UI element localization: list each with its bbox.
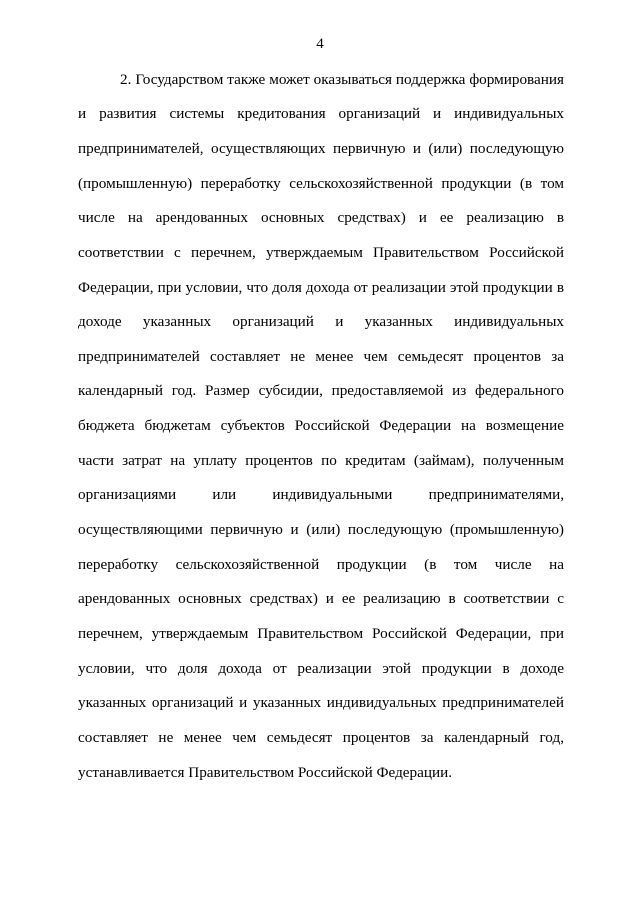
text-line: части затрат на уплату процентов по кредитам (займам), полученным (78, 452, 564, 469)
text-line: переработку сельскохозяйственной продукции (в том числе на (78, 556, 564, 573)
page-number: 4 (316, 36, 324, 52)
text-line: арендованных основных средствах) и ее реализацию в соответствии с (78, 590, 564, 607)
text-line: доходе указанных организаций и указанных индивидуальных (78, 313, 564, 330)
text-line: устанавливается Правительством Российской Федерации. (78, 764, 453, 781)
text-line: организациями или индивидуальными предпринимателями, (78, 486, 564, 503)
text-line: осуществляющими первичную и (или) последующую (промышленную) (78, 521, 564, 538)
text-line: (промышленную) переработку сельскохозяйственной продукции (в том (78, 175, 564, 192)
text-line: предпринимателей, осуществляющих первичную и (или) последующую (78, 140, 564, 157)
text-line: соответствии с перечнем, утверждаемым Правительством Российской (78, 244, 564, 261)
text-line: бюджета бюджетам субъектов Российской Федерации на возмещение (78, 417, 564, 434)
text-line: перечнем, утверждаемым Правительством Российской Федерации, при (78, 625, 564, 642)
text-line: календарный год. Размер субсидии, предоставляемой из федерального (78, 382, 564, 399)
text-line: 2. Государством также может оказываться поддержка формирования (120, 71, 564, 88)
text-line: и развития системы кредитования организаций и индивидуальных (78, 105, 564, 122)
text-line: указанных организаций и указанных индивидуальных предпринимателей (78, 694, 564, 711)
text-line: Федерации, при условии, что доля дохода от реализации этой продукции в (78, 279, 564, 296)
text-line: предпринимателей составляет не менее чем семьдесят процентов за (78, 348, 564, 365)
text-line: составляет не менее чем семьдесят процентов за календарный год, (78, 729, 564, 746)
text-line: условии, что доля дохода от реализации этой продукции в доходе (78, 660, 564, 677)
text-line: числе на арендованных основных средствах) и ее реализацию в (78, 209, 564, 226)
